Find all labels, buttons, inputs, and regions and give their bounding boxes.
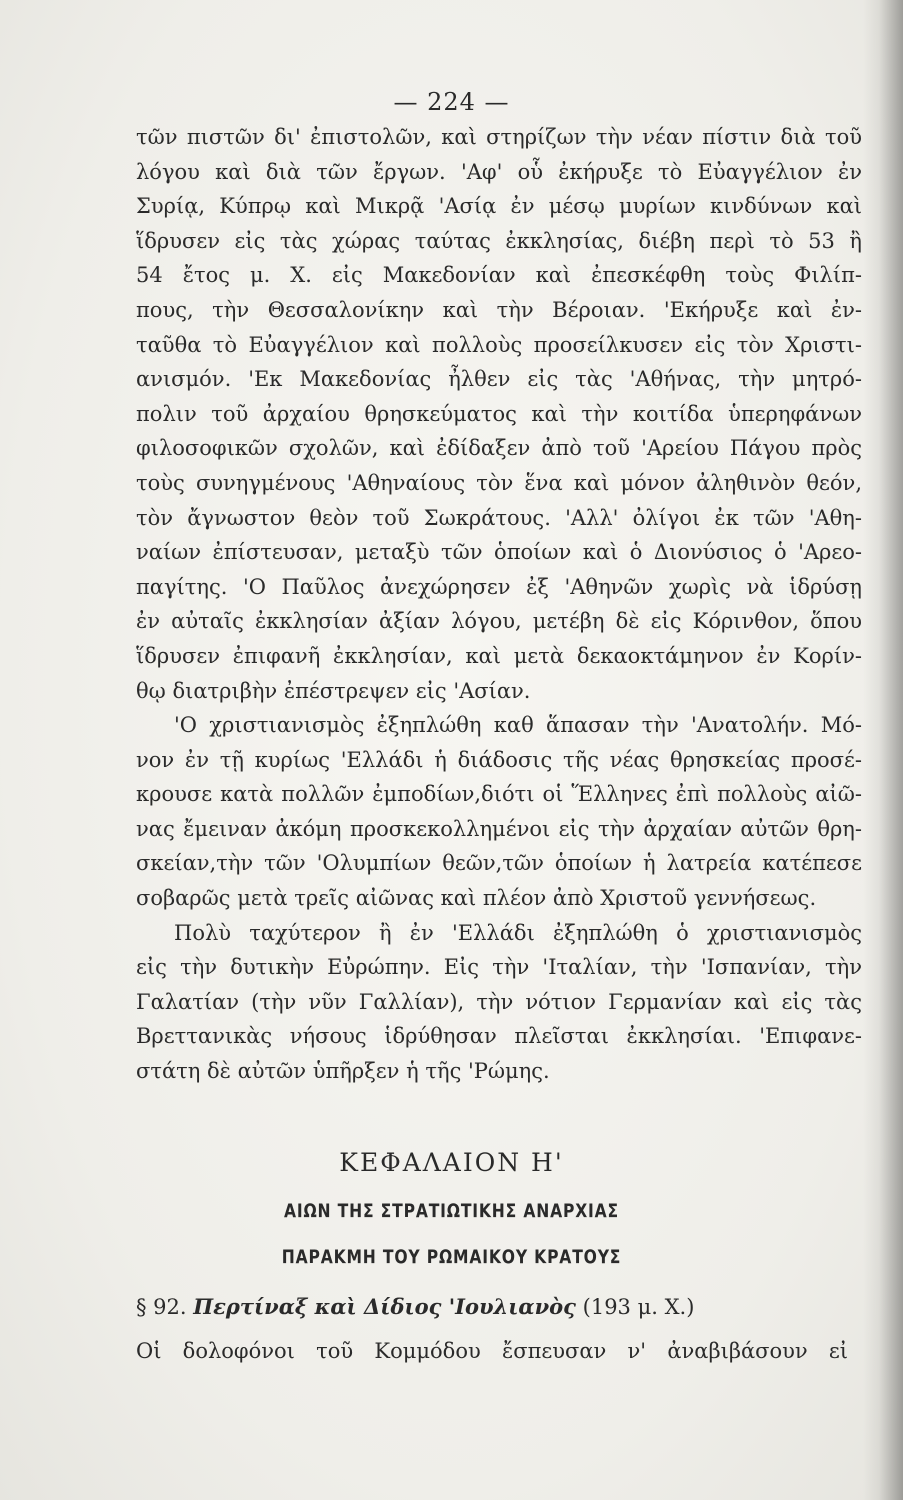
text-line: Γαλατίαν (τὴν νῦν Γαλλίαν), τὴν νότιον Γερμανίαν καὶ εἰς τὰς <box>136 989 862 1014</box>
text-line: νον ἐν τῇ κυρίως 'Ελλάδι ἡ διάδοσις τῆς νέας θρησκείας προσέ- <box>136 747 862 772</box>
text-line: τῶν πιστῶν δι' ἐπιστολῶν, καὶ στηρίζων τὴν νέαν πίστιν διὰ τοῦ <box>136 125 862 149</box>
chapter-heading: ΚΕΦΑΛΑΙΟΝ Η' <box>339 1148 564 1177</box>
text-line: στάτη δὲ αὐτῶν ὑπῆρξεν ἡ τῆς 'Ρώμης. <box>136 1059 550 1084</box>
text-line: θῳ διατριβὴν ἐπέστρεψεν εἰς 'Ασίαν. <box>136 678 531 703</box>
body-text <box>136 120 862 1089</box>
text-line: παγίτης. 'Ο Παῦλος ἀνεχώρησεν ἐξ 'Αθηνῶν χωρὶς νὰ ἱδρύσῃ <box>136 574 862 599</box>
section-title: Περτίναξ καὶ Δίδιος 'Ιουλιανὸς <box>193 1294 576 1319</box>
text-line: ταῦθα τὸ Εὐαγγέλιον καὶ πολλοὺς προσείλκυσεν εἰς τὸν Χριστι- <box>136 332 862 357</box>
section-heading <box>136 1290 862 1324</box>
text-line: κρουσε κατὰ πολλῶν ἐμποδίων,διότι οἱ Ἕλληνες ἐπὶ πολλοὺς αἰῶ- <box>136 782 862 807</box>
binding-shadow <box>863 0 903 1500</box>
text-line: ἵδρυσεν εἰς τὰς χώρας ταύτας ἐκκλησίας, διέβη περὶ τὸ 53 ἢ <box>136 228 862 253</box>
text-line: τὸν ἄγνωστον θεὸν τοῦ Σωκράτους. 'Αλλ' ὀλίγοι ἐκ τῶν 'Αθη- <box>136 505 862 530</box>
text-line: Οἱ δολοφόνοι τοῦ Κομμόδου ἔσπευσαν ν' ἀναβιβάσουν εἰ <box>136 1339 848 1363</box>
text-line: 'Ο χριστιανισμὸς ἐξηπλώθη καθ ἅπασαν τὴν 'Ανατολήν. Μό- <box>174 713 862 738</box>
text-line: 54 ἔτος μ. Χ. εἰς Μακεδονίαν καὶ ἐπεσκέφθη τοὺς Φιλίπ- <box>136 263 862 288</box>
text-line: ναίων ἐπίστευσαν, μεταξὺ τῶν ὁποίων καὶ ὁ Διονύσιος ὁ 'Αρεο- <box>136 540 862 565</box>
text-line: Βρεττανικὰς νήσους ἱδρύθησαν πλεῖσται ἐκκλησίαι. 'Επιφανε- <box>136 1024 862 1049</box>
text-line: σκείαν,τὴν τῶν 'Ολυμπίων θεῶν,τῶν ὁποίων ἡ λατρεία κατέπεσε <box>136 851 862 876</box>
text-line: πους, τὴν Θεσσαλονίκην καὶ τὴν Βέροιαν. 'Εκήρυξε καὶ ἐν- <box>136 297 862 322</box>
section-number: § 92. <box>136 1295 187 1319</box>
text-line: φιλοσοφικῶν σχολῶν, καὶ ἐδίδαξεν ἀπὸ τοῦ 'Αρείου Πάγου πρὸς <box>136 436 862 461</box>
text-line: πολιν τοῦ ἀρχαίου θρησκεύματος καὶ τὴν κοιτίδα ὑπερηφάνων <box>136 401 862 426</box>
page-number: — 224 — <box>393 88 510 116</box>
text-line: σοβαρῶς μετὰ τρεῖς αἰῶνας καὶ πλέον ἀπὸ Χριστοῦ γεννήσεως. <box>136 886 817 911</box>
text-line: Συρίᾳ, Κύπρῳ καὶ Μικρᾷ 'Ασίᾳ ἐν μέσῳ μυρίων κινδύνων καὶ <box>136 194 862 219</box>
text-line: ανισμόν. 'Εκ Μακεδονίας ἦλθεν εἰς τὰς 'Αθήνας, τὴν μητρό- <box>136 367 862 392</box>
text-line: τοὺς συνηγμένους 'Αθηναίους τὸν ἕνα καὶ μόνον ἀληθινὸν θεόν, <box>136 470 862 495</box>
text-line: Πολὺ ταχύτερον ἢ ἐν 'Ελλάδι ἐξηπλώθη ὁ χριστιανισμὸς <box>174 920 862 945</box>
text-line: ἐν αὐταῖς ἐκκλησίαν ἀξίαν λόγου, μετέβη δὲ εἰς Κόρινθον, ὅπου <box>136 609 862 634</box>
text-line: ἵδρυσεν ἐπιφανῆ ἐκκλησίαν, καὶ μετὰ δεκαοκτάμηνον ἐν Κορίν- <box>136 643 862 668</box>
text-line: νας ἔμειναν ἀκόμη προσκεκολλημένοι εἰς τὴν ἀρχαίαν αὐτῶν θρη- <box>136 816 862 841</box>
chapter-subtitle-1: ΑΙΩΝ ΤΗΣ ΣΤΡΑΤΙΩΤΙΚΗΣ ΑΝΑΡΧΙΑΣ <box>283 1200 619 1222</box>
text-line: εἰς τὴν δυτικὴν Εὐρώπην. Εἰς τὴν 'Ιταλίαν, τὴν 'Ισπανίαν, τὴν <box>136 955 862 980</box>
section-date: (193 μ. Χ.) <box>582 1295 695 1319</box>
chapter-subtitle-2: ΠΑΡΑΚΜΗ ΤΟΥ ΡΩΜΑΙΚΟΥ ΚΡΑΤΟΥΣ <box>281 1246 622 1268</box>
text-line: λόγου καὶ διὰ τῶν ἔργων. 'Αφ' οὗ ἐκήρυξε τὸ Εὐαγγέλιον ἐν <box>136 159 862 184</box>
